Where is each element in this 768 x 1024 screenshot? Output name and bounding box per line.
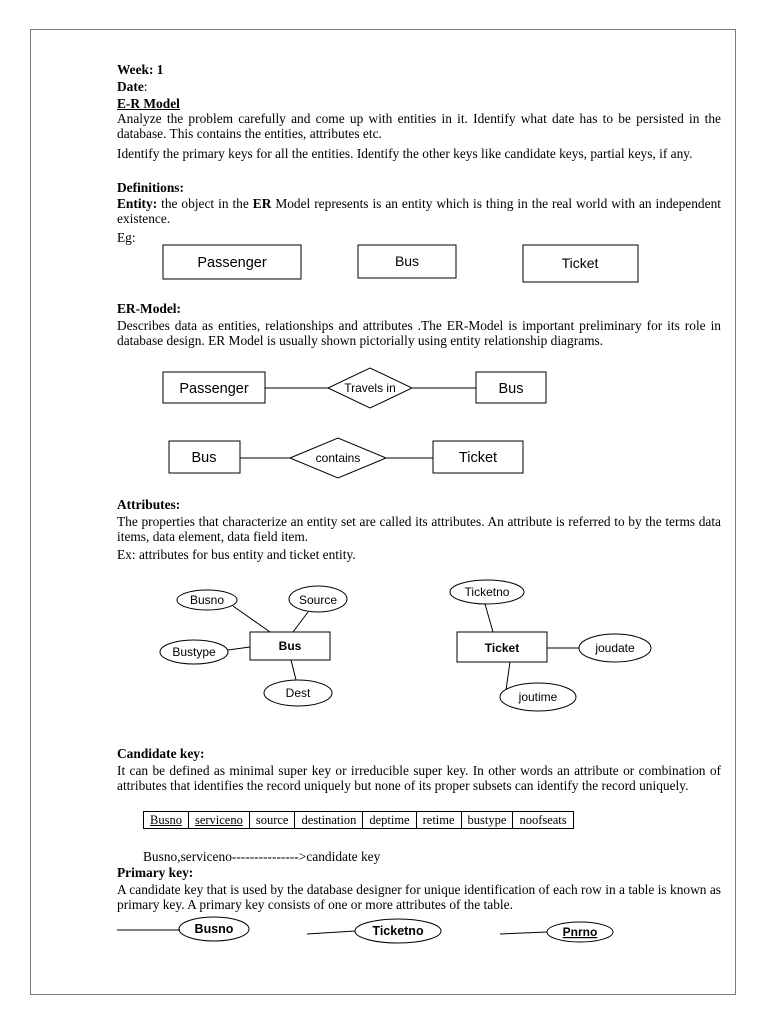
bus-entity-label: Bus xyxy=(278,639,302,653)
candidate-key-heading: Candidate key: xyxy=(117,746,205,761)
entity-label: Entity: xyxy=(117,196,158,211)
rel2-right-label: Ticket xyxy=(458,450,498,466)
candidate-key-example: Busno,serviceno--------------->candidate key xyxy=(143,849,381,864)
table-cell: noofseats xyxy=(513,812,573,829)
pk-label-busno: Busno xyxy=(194,922,234,936)
table-cell: destination xyxy=(295,812,363,829)
entity-label-bus: Bus xyxy=(394,253,420,269)
table-cell: source xyxy=(249,812,295,829)
date-colon: : xyxy=(143,79,148,94)
pk-line-pnrno xyxy=(500,932,547,934)
attr-joutime-label: joutime xyxy=(518,690,558,704)
ticket-entity-label: Ticket xyxy=(484,641,520,655)
pk-label-pnrno: Pnrno xyxy=(562,925,598,939)
er-model2-heading: ER-Model: xyxy=(117,301,181,316)
week-heading: Week: 1 xyxy=(117,62,164,77)
attr-bustype-label: Bustype xyxy=(172,645,216,659)
er-model-para2: Identify the primary keys for all the entities. Identify the other keys like candidate keys, partial keys, if any. xyxy=(117,146,693,161)
attr-busno-label: Busno xyxy=(189,593,225,607)
entity-text-b: Model represents is an entity which is thing in the real world with an independent existence. xyxy=(117,196,721,226)
attr-ticketno-label: Ticketno xyxy=(464,585,510,599)
attr-source-label: Source xyxy=(298,593,338,607)
primary-key-heading: Primary key: xyxy=(117,865,194,880)
candidate-key-para: It can be defined as minimal super key or irreducible super key. In other words an attribute or combination of attributes that identifies the record uniquely but none of its proper subsets can identify the record uniquely. xyxy=(117,763,721,793)
entity-text-er: ER xyxy=(252,196,272,211)
table-cell: deptime xyxy=(363,812,416,829)
entity-text-a: the object in the xyxy=(157,196,253,211)
bus-link-source xyxy=(293,612,308,632)
ticket-link-ticketno xyxy=(485,604,493,632)
rel1-right-label: Bus xyxy=(498,381,524,397)
rel1-relation-label: Travels in xyxy=(344,381,396,395)
bus-link-busno xyxy=(233,606,270,632)
attributes-para: The properties that characterize an entity set are called its attributes. An attribute is referred to by the terms data items, data element, data field item. xyxy=(117,514,721,544)
table-cell: Busno xyxy=(144,812,189,829)
table-cell: retime xyxy=(416,812,461,829)
er-model-para1: Analyze the problem carefully and come up with entities in it. Identify what date has to be persisted in the database. This contains the entities, attributes etc. xyxy=(117,111,721,141)
rel2-relation-label: contains xyxy=(315,451,361,465)
er-model-heading: E-R Model xyxy=(117,96,180,111)
definitions-heading: Definitions: xyxy=(117,180,184,195)
entity-label-ticket: Ticket xyxy=(561,255,599,271)
pk-line-ticketno xyxy=(307,931,355,934)
attributes-example: Ex: attributes for bus entity and ticket entity. xyxy=(117,547,356,562)
date-label: Date xyxy=(117,79,144,94)
rel1-left-label: Passenger xyxy=(179,381,249,397)
ticket-link-joutime xyxy=(506,662,510,690)
bus-link-bustype xyxy=(228,647,250,650)
entity-label-passenger: Passenger xyxy=(197,255,267,271)
er-model2-para: Describes data as entities, relationships and attributes .The ER-Model is important preliminary for its role in database design. ER Model is usually shown pictorially using entity relationship diagrams. xyxy=(117,318,721,348)
table-cell: bustype xyxy=(461,812,513,829)
attr-dest-label: Dest xyxy=(285,686,311,700)
table-cell: serviceno xyxy=(188,812,249,829)
pk-label-ticketno: Ticketno xyxy=(372,924,424,938)
attr-joudate-label: joudate xyxy=(595,641,635,655)
attributes-heading: Attributes: xyxy=(117,497,181,512)
primary-key-para: A candidate key that is used by the database designer for unique identification of each row in a table is known as primary key. A primary key consists of one or more attributes of the table. xyxy=(117,882,721,912)
rel2-left-label: Bus xyxy=(191,450,217,466)
bus-link-dest xyxy=(291,660,296,680)
eg-label: Eg: xyxy=(117,230,136,245)
